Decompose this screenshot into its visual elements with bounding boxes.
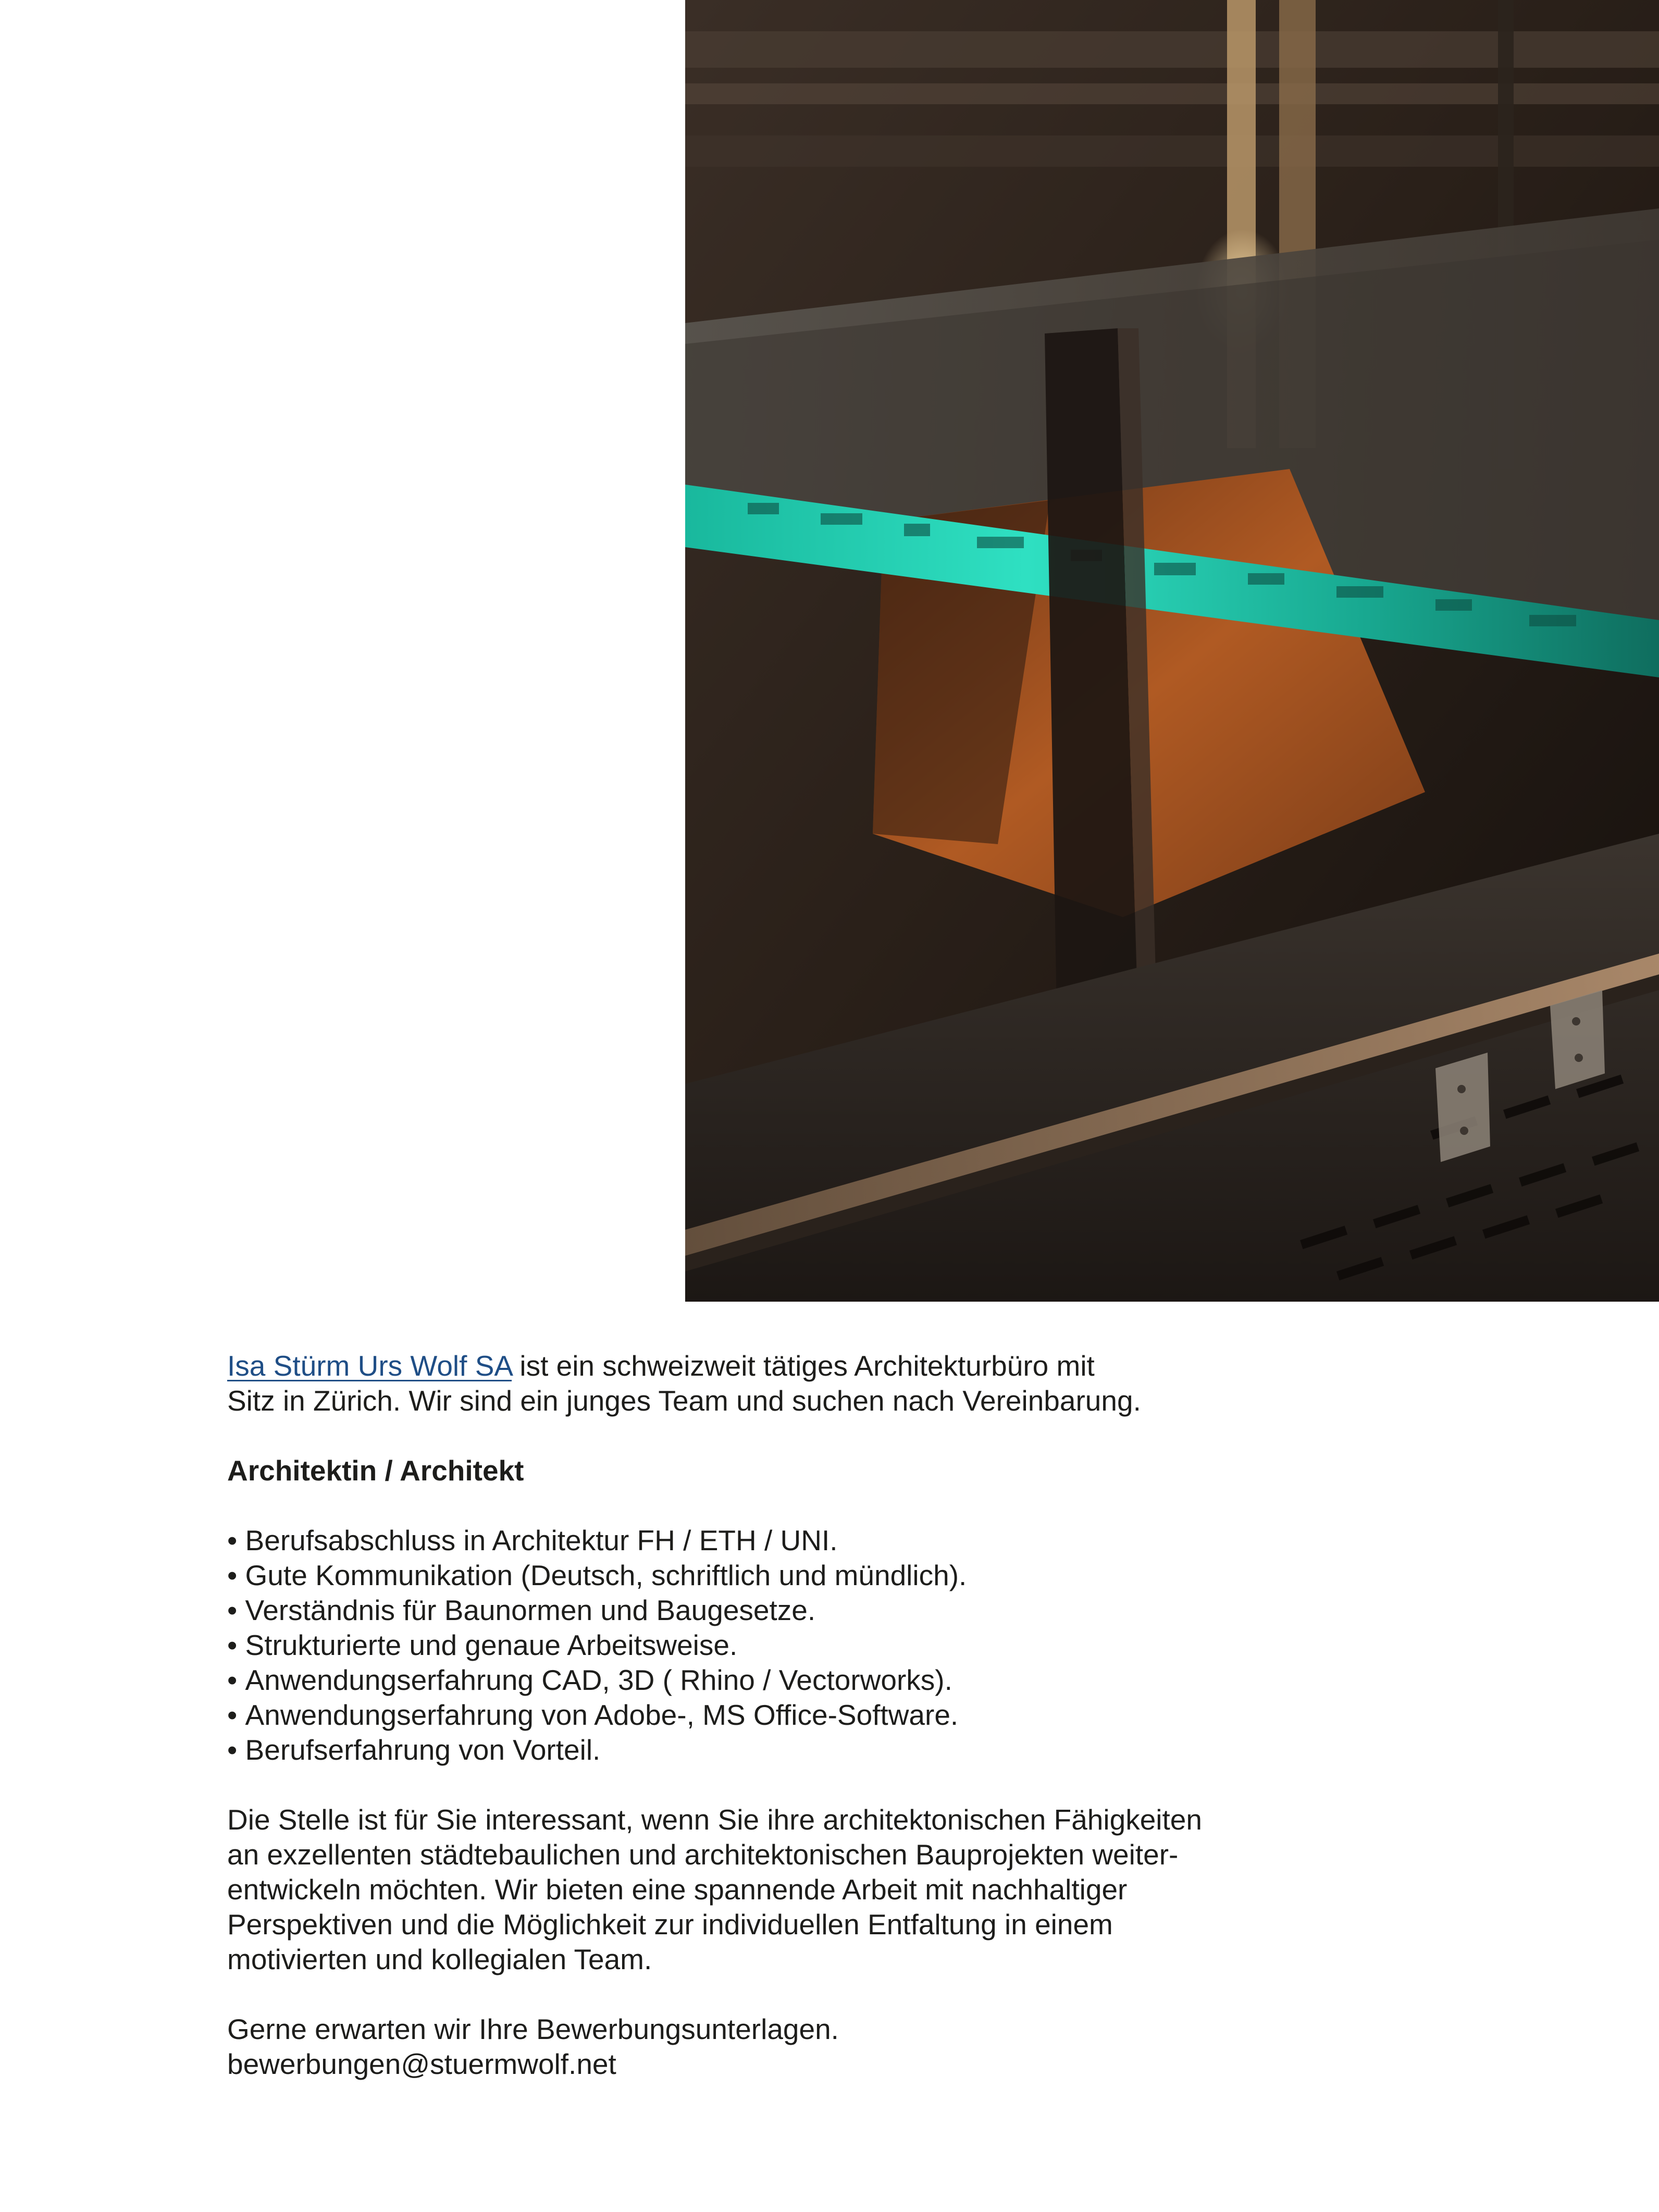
- requirement-item: • Strukturierte und genaue Arbeitsweise.: [227, 1628, 1321, 1663]
- closing-paragraph: [227, 2012, 1321, 2082]
- requirement-item: • Berufsabschluss in Architektur FH / ETH / UNI.: [227, 1523, 1321, 1558]
- requirement-item: • Anwendungserfahrung von Adobe-, MS Office-Software.: [227, 1698, 1321, 1733]
- intro-paragraph: [227, 1349, 1321, 1418]
- description-line: motivierten und kollegialen Team.: [227, 1943, 652, 1975]
- spacer: [227, 1977, 1321, 2012]
- intro-line1-text: ist ein schweizweit tätiges Architekturbüro mit: [512, 1350, 1095, 1382]
- hero-photo: [685, 0, 1659, 1302]
- description-paragraph: [227, 1802, 1321, 1977]
- requirement-item: • Gute Kommunikation (Deutsch, schriftlich und mündlich).: [227, 1558, 1321, 1593]
- job-posting: [227, 1349, 1321, 2082]
- company-link[interactable]: Isa Stürm Urs Wolf SA: [227, 1350, 512, 1382]
- description-line: entwickeln möchten. Wir bieten eine spannende Arbeit mit nachhaltiger: [227, 1873, 1128, 1906]
- requirement-item: • Verständnis für Baunormen und Baugesetze.: [227, 1593, 1321, 1628]
- job-title: Architektin / Architekt: [227, 1454, 524, 1487]
- spacer: [227, 1418, 1321, 1453]
- description-line: Die Stelle ist für Sie interessant, wenn Sie ihre architektonischen Fähigkeiten: [227, 1803, 1202, 1836]
- description-line: an exzellenten städtebaulichen und architektonischen Bauprojekten weiter-: [227, 1838, 1179, 1871]
- requirements-list: [227, 1523, 1321, 1768]
- contact-email[interactable]: bewerbungen@stuermwolf.net: [227, 2048, 616, 2080]
- spacer: [227, 1488, 1321, 1523]
- intro-line2-text: Sitz in Zürich. Wir sind ein junges Team und suchen nach Vereinbarung.: [227, 1385, 1141, 1417]
- requirement-item: • Berufserfahrung von Vorteil.: [227, 1733, 1321, 1768]
- description-line: Perspektiven und die Möglichkeit zur individuellen Entfaltung in einem: [227, 1908, 1113, 1941]
- requirement-item: • Anwendungserfahrung CAD, 3D ( Rhino / Vectorworks).: [227, 1663, 1321, 1698]
- closing-text: Gerne erwarten wir Ihre Bewerbungsunterlagen.: [227, 2013, 839, 2045]
- spacer: [227, 1768, 1321, 1802]
